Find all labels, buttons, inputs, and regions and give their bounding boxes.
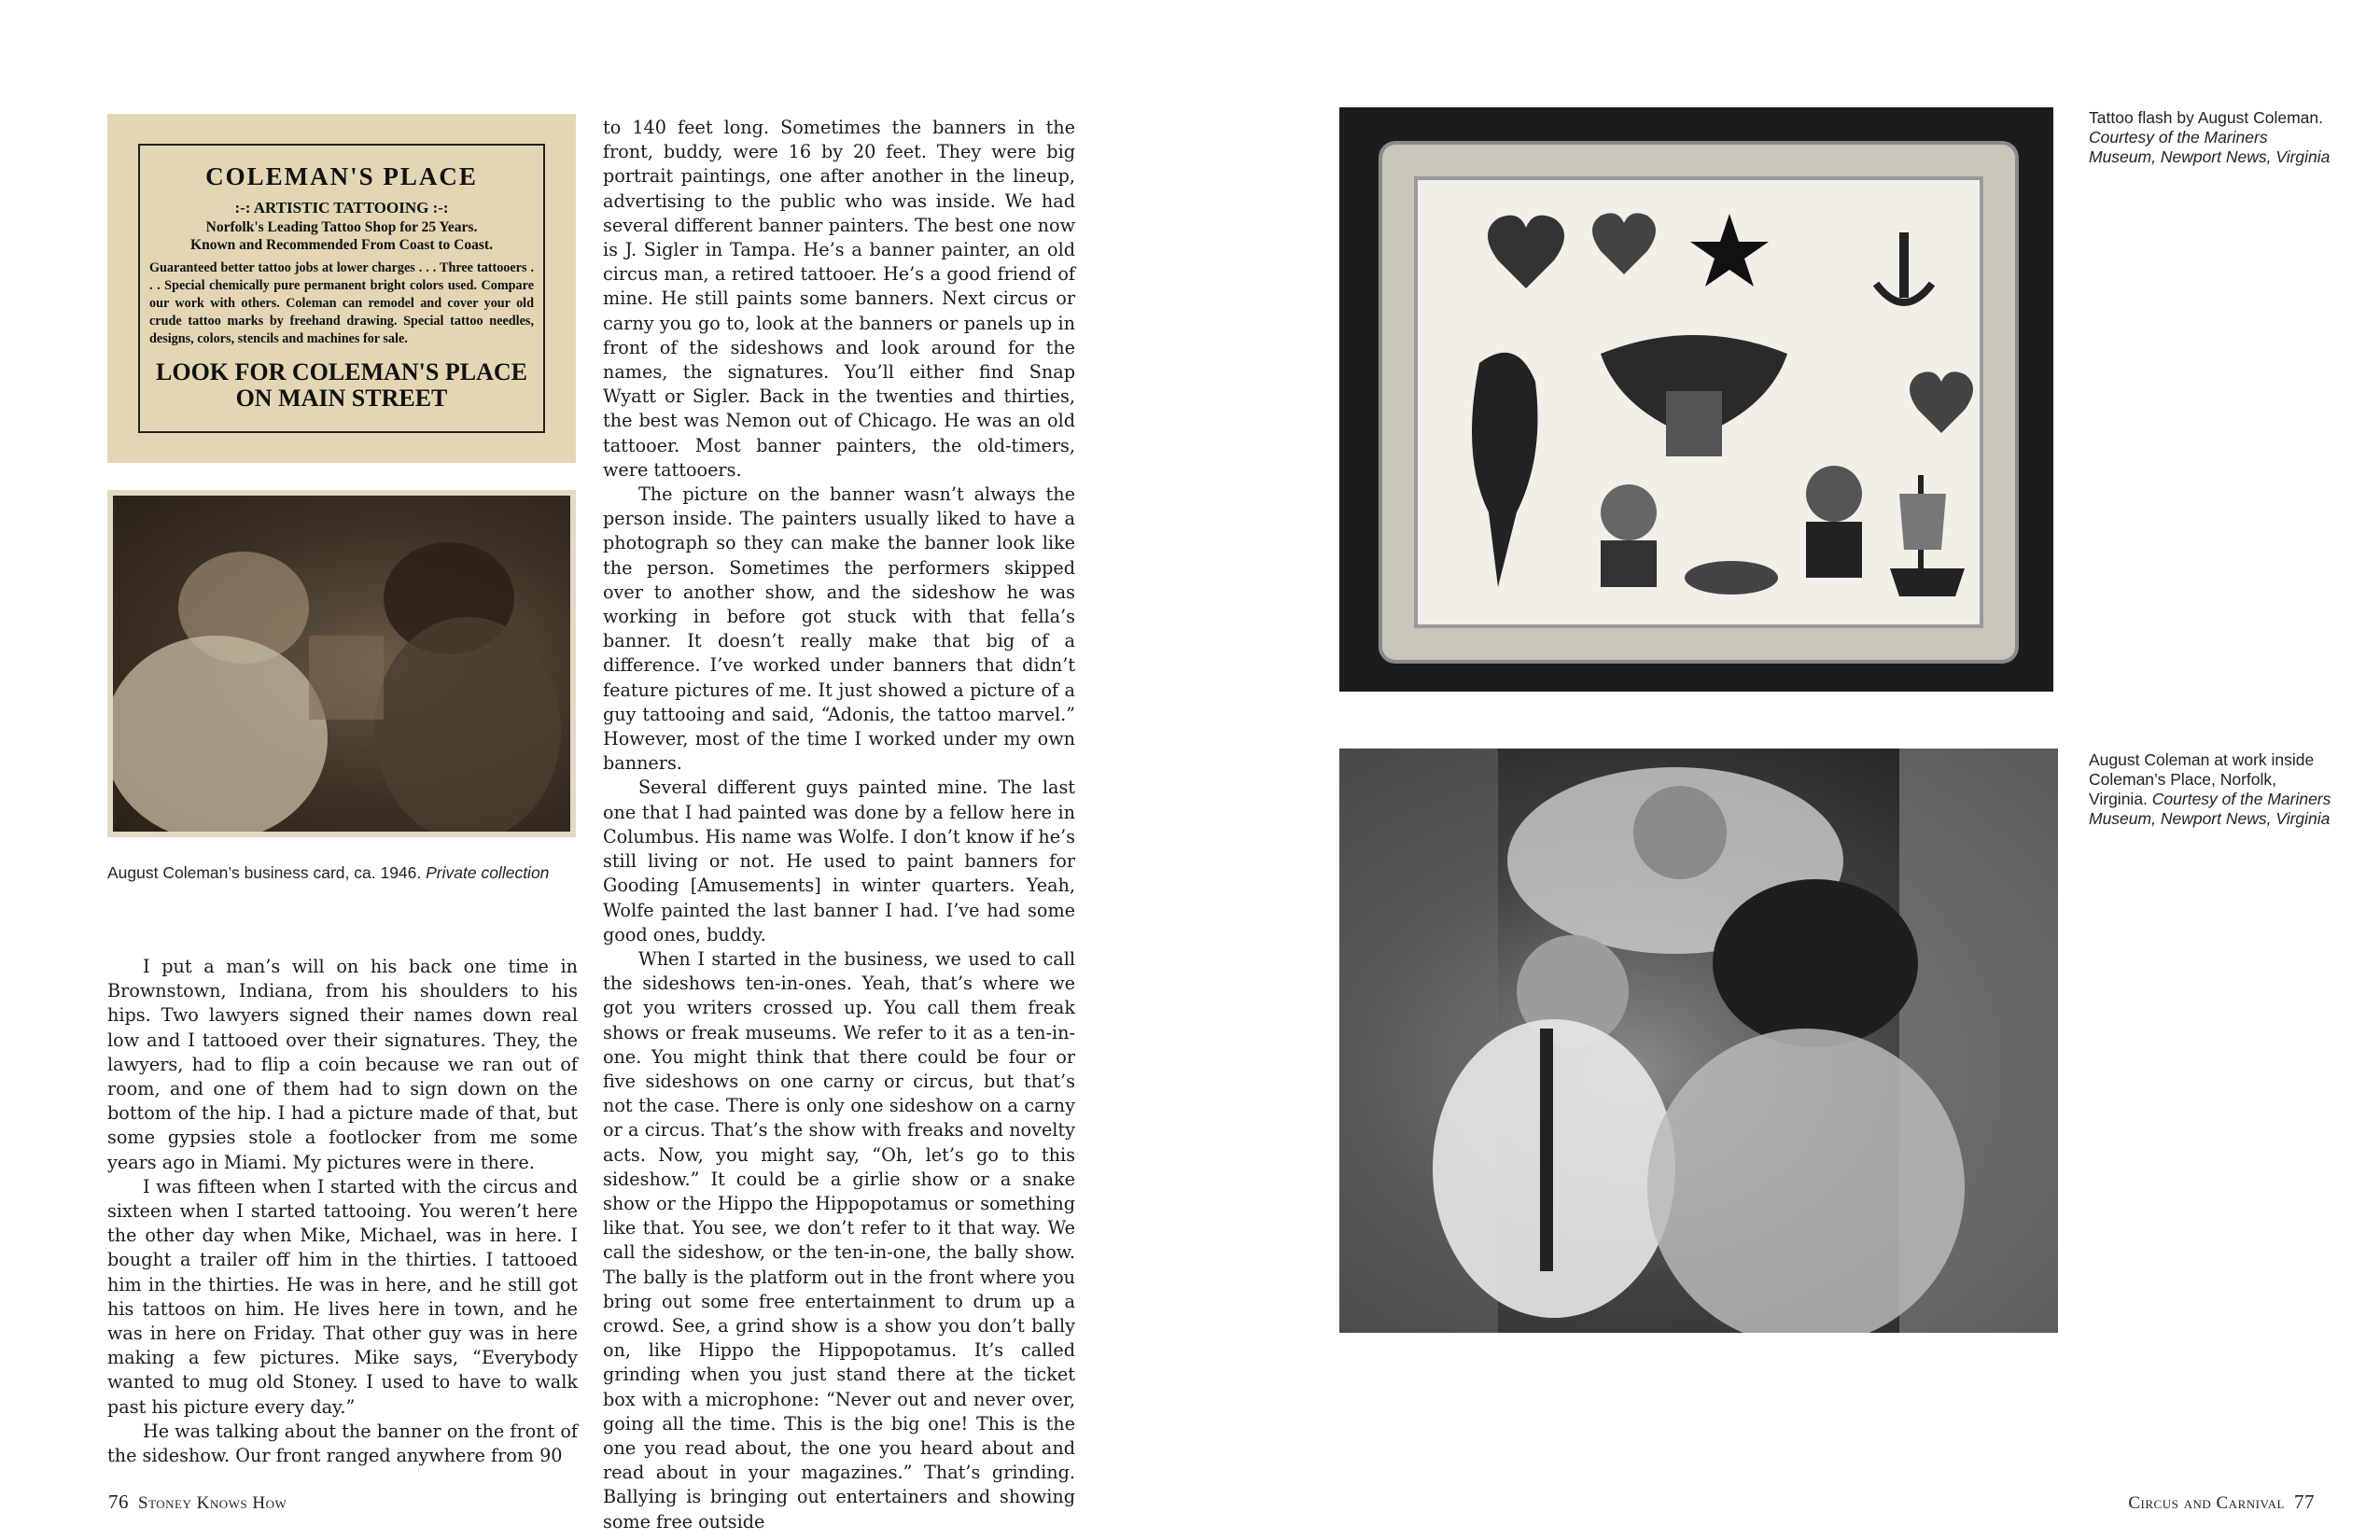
- paragraph: to 140 feet long. Sometimes the banners in the front, buddy, were 16 by 20 feet. They were big portrait paintings, one after another in the lineup, advertising to the public who was inside. We had several different banner painters. The best one now is J. Sigler in Tampa. He’s a banner painter, an old circus man, a retired tattooer. He’s a good friend of mine. He still paints some banners. Next circus or carny you go to, look at the banners or panels up in front of the sideshows and look around for the names, the signatures. You’ll either find Snap Wyatt or Sigler. Back in the twenties and thirties, the best was Nemon out of Chicago. He was an old tattooer. Most banner painters, the old-timers, were tattooers.: [603, 117, 1075, 481]
- right-page-number: 77: [2294, 1491, 2315, 1513]
- flash-caption: Tattoo flash by August Coleman. Courtesy of the Mariners Museum, Newport News, Virginia: [2089, 108, 2331, 166]
- card-title: COLEMAN'S PLACE: [205, 162, 478, 190]
- text-column-2: [603, 116, 1075, 1534]
- tattoo-flash-photo: [1339, 107, 2053, 692]
- card-line-2: :-: ARTISTIC TATTOOING :-:: [234, 199, 449, 217]
- paragraph: I put a man’s will on his back one time in Brownstown, Indiana, from his shoulders to his hips. Two lawyers signed their names down real low and I tattooed over their signatures. They, the lawyers, had to flip a coin because we ran out of room, and one of them had to sign down on the bottom of the hip. I had a picture made of that, but some gypsies stole a footlocker from me some years ago in Miami. My pictures were in there.: [107, 956, 578, 1173]
- left-running-title: Stoney Knows How: [138, 1493, 287, 1513]
- left-page-number: 76: [108, 1491, 129, 1513]
- right-running-footer: [2128, 1491, 2324, 1514]
- paragraph: When I started in the business, we used to call the sideshows ten-in-ones. Yeah, that’s where we got you writers crossed up. You call them freak shows or freak museums. We refer to it as a ten-in-one. You might think that there could be four or five sideshows on one carny or circus, but that’s not the case. There is only one sideshow on a carny or a circus. That’s the show with freaks and novelty acts. Now, you might say, “Oh, let’s go to this sideshow.” It could be a girlie show or a snake show or the Hippo the Hippopotamus or something like that. You see, we don’t refer to it that way. We call the sideshow, or the ten-in-one, the bally show. The bally is the platform out in the front where you bring out some free entertainment to drum up a crowd. See, a grind show is a show you don’t bally on, like Hippo the Hippopotamus. It’s called grinding when you just stand there at the ticket box with a microphone: “Never out and never over, going all the time. This is the big one! This is the one you read about, the one you heard about and read about in your magazines.” That’s grinding. Ballying is bringing out entertainers and showing some free outside: [603, 947, 1075, 1533]
- paragraph: Several different guys painted mine. The last one that I had painted was done by a fellow here in Columbus. His name was Wolfe. I don’t know if he’s still living or not. He used to paint banners for Gooding [Amusements] in winter quarters. Yeah, Wolfe painted the last banner I had. I’ve had some good ones, buddy.: [603, 777, 1075, 945]
- card-look-2: ON MAIN STREET: [235, 385, 448, 412]
- tattooing-photo-sepia: [107, 490, 576, 837]
- card-look-1: LOOK FOR COLEMAN'S PLACE: [156, 358, 527, 385]
- card-line-3: Norfolk's Leading Tattoo Shop for 25 Years.: [205, 219, 478, 235]
- left-running-footer: [99, 1491, 287, 1514]
- paragraph: He was talking about the banner on the front of the sideshow. Our front ranged anywhere from 90: [107, 1420, 578, 1467]
- card-body: Guaranteed better tattoo jobs at lower charges . . . Three tattooers . . . Special chemically pure permanent bright colors used. Compare our work with others. Coleman can remodel and cover your old crude tattoo marks by freehand drawing. Special tattoo needles, designs, colors, stencils and machines for sale.: [149, 260, 534, 346]
- text-column-1: [107, 955, 578, 1468]
- business-card-image: [107, 114, 576, 463]
- paragraph: The picture on the banner wasn’t always the person inside. The painters usually liked to have a photograph so they can make the banner look like the person. Sometimes the performers skipped over to another show, and the sideshow he was working in before got stuck with that fella’s banner. It doesn’t really make that big of a difference. I’ve worked under banners that didn’t feature pictures of me. It just showed a picture of a guy tattooing and said, “Adonis, the tattoo marvel.” However, most of the time I worked under my own banners.: [603, 483, 1075, 775]
- coleman-at-work-photo: [1339, 749, 2058, 1333]
- right-running-title: Circus and Carnival: [2128, 1493, 2285, 1513]
- flash-board: [1382, 145, 2015, 660]
- card-line-4: Known and Recommended From Coast to Coast.: [190, 237, 493, 253]
- card-caption: August Coleman’s business card, ca. 1946. Private collection: [107, 863, 550, 882]
- shop-caption: August Coleman at work inside Coleman’s Place, Norfolk, Virginia. Courtesy of the Mariners Museum, Newport News, Virginia: [2089, 750, 2331, 828]
- paragraph: I was fifteen when I started with the circus and sixteen when I started tattooing. You weren’t here the other day when Mike, Michael, was in here. I bought a trailer off him in the thirties. I tattooed him in the thirties. He was in here, and he still got his tattoos on him. He lives here in town, and he was in here on Friday. That other guy was in here making a few pictures. Mike says, “Everybody wanted to mug old Stoney. I used to have to walk past his picture every day.”: [107, 1175, 578, 1418]
